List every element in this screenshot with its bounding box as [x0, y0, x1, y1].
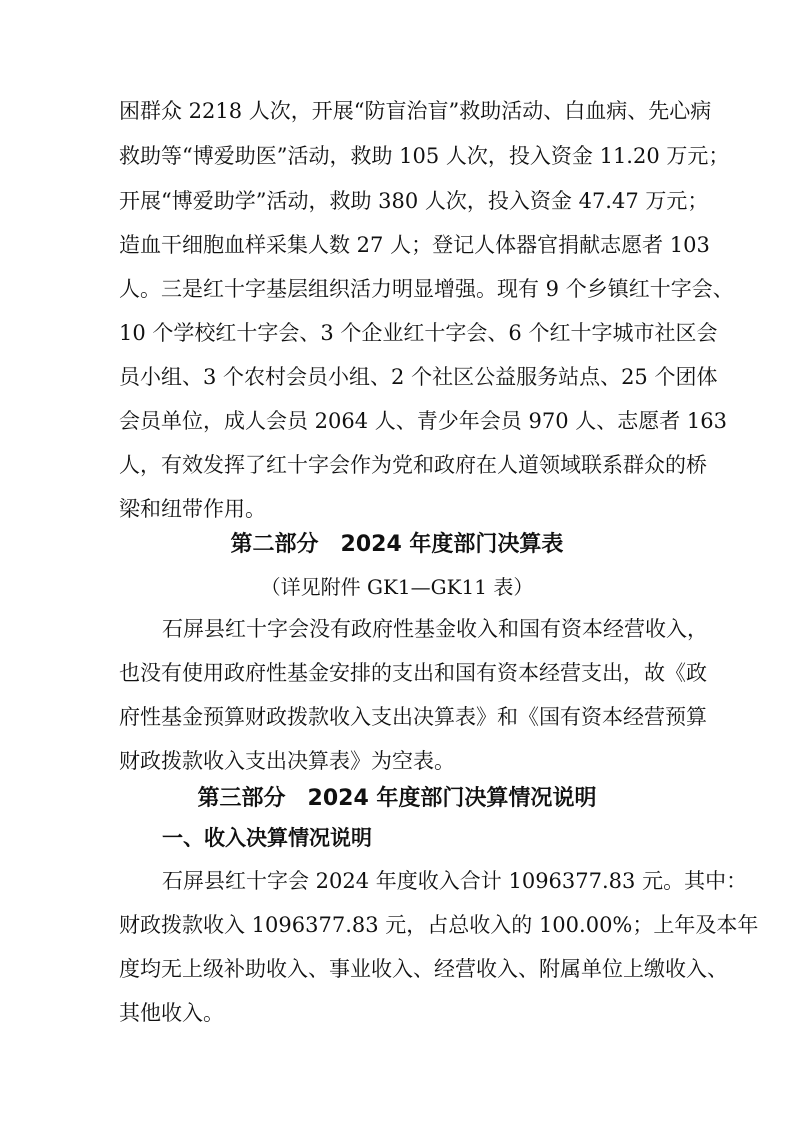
- part2-heading: 第二部分 2024 年度部门决算表: [230, 532, 564, 557]
- text-line: 员小组、3 个农村会员小组、2 个社区公益服务站点、25 个团体: [119, 365, 718, 389]
- text-line: 人。三是红十字基层组织活力明显增强。现有 9 个乡镇红十字会、: [119, 277, 734, 301]
- text-line: 10 个学校红十字会、3 个企业红十字会、6 个红十字城市社区会: [119, 321, 718, 345]
- text-line: 度均无上级补助收入、事业收入、经营收入、附属单位上缴收入、: [119, 957, 728, 981]
- text-line: 人，有效发挥了红十字会作为党和政府在人道领域联系群众的桥: [119, 453, 707, 477]
- text-line: 其他收入。: [119, 1001, 224, 1025]
- text-line: 石屏县红十字会没有政府性基金收入和国有资本经营收入，: [162, 617, 708, 641]
- text-line: 也没有使用政府性基金安排的支出和国有资本经营支出，故《政: [119, 661, 707, 685]
- text-line: 救助等“博爱助医”活动，救助 105 人次，投入资金 11.20 万元；: [119, 144, 730, 168]
- text-line: 财政拨款收入支出决算表》为空表。: [119, 749, 455, 773]
- part2-note: （详见附件 GK1—GK11 表）: [260, 575, 534, 599]
- text-line: 造血干细胞血样采集人数 27 人；登记人体器官捐献志愿者 103: [119, 233, 710, 257]
- text-line: 府性基金预算财政拨款收入支出决算表》和《国有资本经营预算: [119, 705, 707, 729]
- text-line: 梁和纽带作用。: [119, 497, 266, 521]
- text-line: 石屏县红十字会 2024 年度收入合计 1096377.83 元。其中：: [162, 869, 748, 893]
- text-line: 财政拨款收入 1096377.83 元，占总收入的 100.00%；上年及本年: [119, 913, 759, 937]
- part3-heading: 第三部分 2024 年度部门决算情况说明: [197, 786, 597, 811]
- text-line: 会员单位，成人会员 2064 人、青少年会员 970 人、志愿者 163: [119, 409, 727, 433]
- text-line: 开展“博爱助学”活动，救助 380 人次，投入资金 47.47 万元；: [119, 189, 709, 213]
- section-heading-income: 一、收入决算情况说明: [162, 826, 372, 850]
- text-line: 困群众 2218 人次，开展“防盲治盲”救助活动、白血病、先心病: [119, 99, 712, 123]
